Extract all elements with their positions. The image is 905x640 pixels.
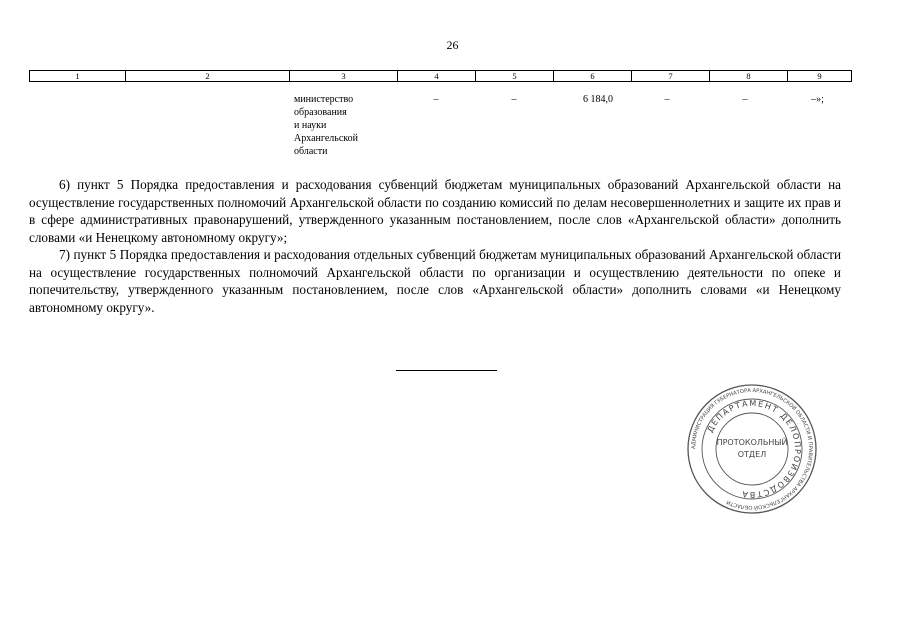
column-number: 3 xyxy=(290,71,398,82)
column-number: 6 xyxy=(554,71,632,82)
column-number-header xyxy=(29,70,852,82)
ministry-line: области xyxy=(294,146,328,157)
column-number: 9 xyxy=(788,71,852,82)
table-row xyxy=(29,93,851,163)
paragraph-6: 6) пункт 5 Порядка предоставления и расходования субвенций бюджетам муниципальных образований Архангельской области на осуществление государственных полномочий Архангельской области по созданию комиссий по делам несовершеннолетних и защите их прав и в сфере административных правонарушений, утвержденного указанным постановлением, после слов «Архангельской области» дополнить словами «и Ненецкому автономному округу»; xyxy=(29,177,841,245)
value-cell: – xyxy=(511,94,517,105)
paragraph-7: 7) пункт 5 Порядка предоставления и расходования отдельных субвенций бюджетам муниципальных образований Архангельской области на осуществление государственных полномочий Архангельской области по организации и осуществлению деятельности по опеке и попечительству, утвержденного указанным постановлением, после слов «Архангельской области» дополнить словами «и Ненецкому автономному округу». xyxy=(29,247,841,315)
column-number: 4 xyxy=(398,71,476,82)
ministry-line: и науки xyxy=(294,120,327,131)
stamp-inner-text: ДЕПАРТАМЕНТ ДЕЛОПРОИЗВОДСТВА xyxy=(705,398,803,500)
amount-cell: 6 184,0 xyxy=(583,94,613,105)
stamp-outer-text: АДМИНИСТРАЦИЯ ГУБЕРНАТОРА АРХАНГЕЛЬСКОЙ ОБЛАСТИ И ПРАВИТЕЛЬСТВА АРХАНГЕЛЬСКОЙ ОБЛАСТИ xyxy=(690,387,814,511)
value-cell: –»; xyxy=(811,94,824,105)
ministry-cell xyxy=(294,93,390,158)
value-cell: – xyxy=(664,94,670,105)
document-body xyxy=(29,176,841,316)
ministry-line: образования xyxy=(294,107,347,118)
column-number: 5 xyxy=(476,71,554,82)
ministry-line: Архангельской xyxy=(294,133,358,144)
value-cell: – xyxy=(742,94,748,105)
column-number: 7 xyxy=(632,71,710,82)
stamp-center-line1: ПРОТОКОЛЬНЫЙ xyxy=(716,438,788,447)
official-stamp-icon xyxy=(686,383,818,515)
column-number: 1 xyxy=(30,71,126,82)
value-cell: – xyxy=(433,94,439,105)
page-number: 26 xyxy=(446,38,459,52)
ministry-line: министерство xyxy=(294,94,354,105)
end-divider xyxy=(396,370,497,371)
header-row xyxy=(30,71,852,82)
column-number: 8 xyxy=(710,71,788,82)
column-number: 2 xyxy=(126,71,290,82)
stamp-center-line2: ОТДЕЛ xyxy=(737,450,767,459)
stamp-inner-ring xyxy=(716,413,788,485)
